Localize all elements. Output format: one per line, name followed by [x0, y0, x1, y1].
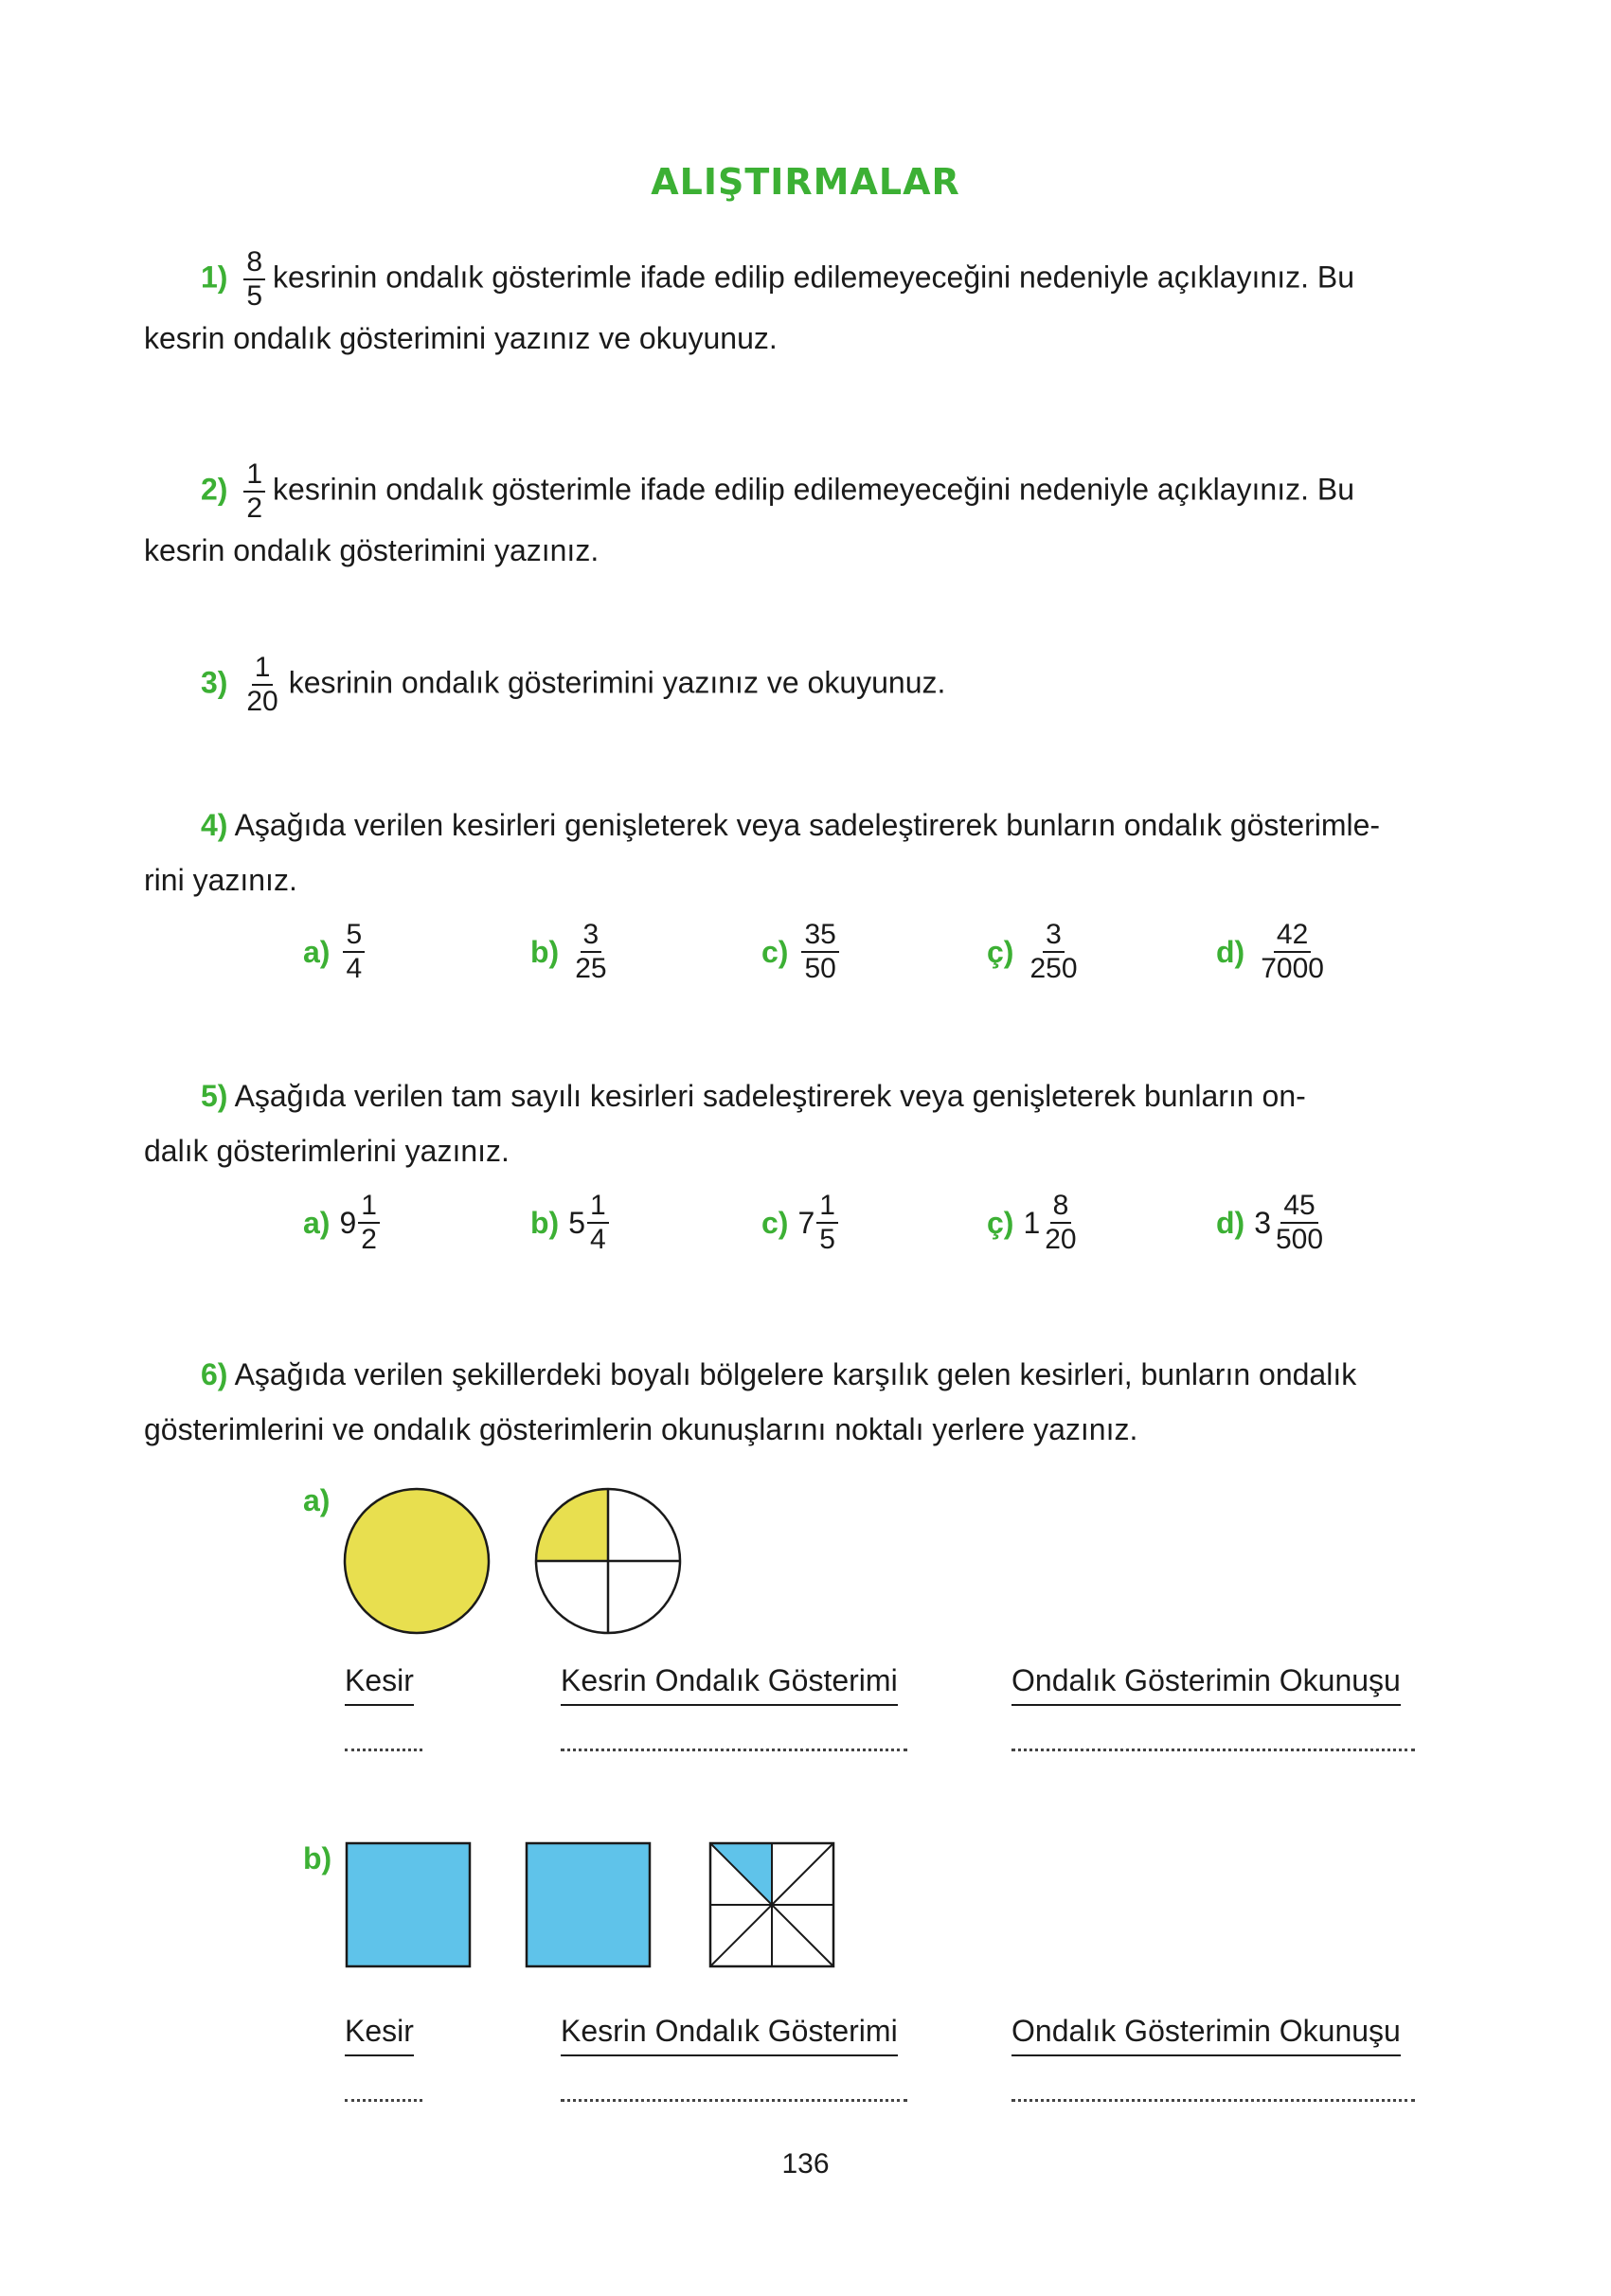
fraction-numerator: 8	[1050, 1192, 1072, 1224]
answer-line-ondalik[interactable]	[561, 1749, 907, 1751]
question-5-item-c-cedilla	[987, 1192, 1087, 1254]
question-4-line1: Aşağıda verilen kesirleri genişleterek veya sadeleştirerek bunların ondalık gösterimle-	[234, 808, 1381, 842]
part-b-header-okunus: Ondalık Gösterimin Okunuşu	[1011, 2014, 1401, 2056]
circle-quarter-shaded	[532, 1485, 684, 1637]
question-4-item-a	[303, 921, 372, 983]
item-label: c)	[761, 934, 789, 969]
page-title: ALIŞTIRMALAR	[651, 161, 960, 203]
question-2	[144, 458, 1432, 578]
fraction-denominator: 4	[590, 1224, 606, 1255]
fraction-denominator: 500	[1276, 1224, 1324, 1255]
question-1-fraction	[243, 248, 265, 311]
fraction-numerator: 1	[358, 1192, 380, 1224]
question-6-line2: gösterimlerini ve ondalık gösterimlerin okunuşlarını noktalı yerlere yazınız.	[144, 1412, 1138, 1446]
question-4-line2: rini yazınız.	[144, 863, 297, 897]
question-5-item-a	[303, 1192, 387, 1254]
item-label: b)	[530, 934, 560, 969]
question-2-line2: kesrin ondalık gösterimini yazınız.	[144, 533, 600, 567]
question-4-item-c-cedilla	[987, 921, 1088, 983]
question-5-item-b	[530, 1192, 617, 1254]
question-3	[201, 654, 1432, 716]
fraction-denominator: 7000	[1261, 953, 1324, 984]
question-1	[144, 246, 1432, 366]
part-a-header-okunus: Ondalık Gösterimin Okunuşu	[1011, 1663, 1401, 1706]
question-5-number: 5)	[201, 1079, 228, 1113]
item-label: b)	[530, 1205, 560, 1240]
question-5-line1: Aşağıda verilen tam sayılı kesirleri sadeleştirerek veya genişleterek bunların on-	[234, 1079, 1306, 1113]
question-4	[144, 798, 1432, 907]
item-label: ç)	[987, 1205, 1014, 1240]
item-label: a)	[303, 1205, 331, 1240]
fraction-denominator: 5	[246, 280, 263, 312]
part-b-header-ondalik: Kesrin Ondalık Gösterimi	[561, 2014, 898, 2056]
question-2-fraction	[243, 460, 265, 523]
fraction-denominator: 20	[246, 686, 278, 717]
answer-line-ondalik[interactable]	[561, 2099, 907, 2102]
question-6	[144, 1347, 1432, 1457]
fraction-denominator: 25	[575, 953, 607, 984]
question-5-item-d	[1216, 1192, 1334, 1254]
square-eighth-shaded	[708, 1841, 837, 1970]
question-5-line2: dalık gösterimlerini yazınız.	[144, 1134, 510, 1168]
question-3-fraction	[243, 654, 280, 716]
question-5-item-c	[761, 1192, 846, 1254]
answer-line-okunus[interactable]	[1011, 1749, 1415, 1751]
part-a-label: a)	[303, 1483, 331, 1517]
question-2-number: 2)	[201, 472, 228, 507]
answer-line-kesir[interactable]	[345, 1749, 422, 1751]
square-whole-shaded-2	[525, 1841, 653, 1970]
question-2-line1: kesrinin ondalık gösterimle ifade edilip edilemeyeceğini nedeniyle açıklayınız. Bu	[273, 472, 1354, 507]
fraction-denominator: 2	[361, 1224, 377, 1255]
mixed-whole: 1	[1023, 1205, 1041, 1240]
part-b-label: b)	[303, 1841, 332, 1875]
circle-whole-shaded	[341, 1485, 492, 1637]
question-4-item-d	[1216, 921, 1334, 983]
mixed-whole: 5	[568, 1205, 585, 1240]
item-label: ç)	[987, 934, 1014, 969]
fraction-denominator: 50	[804, 953, 836, 984]
fraction-numerator: 3	[581, 921, 602, 953]
fraction-denominator: 250	[1029, 953, 1078, 984]
question-5	[144, 1068, 1432, 1178]
item-label: c)	[761, 1205, 789, 1240]
answer-line-okunus[interactable]	[1011, 2099, 1415, 2102]
part-a-header-kesir: Kesir	[345, 1663, 414, 1706]
item-label: a)	[303, 934, 331, 969]
answer-line-kesir[interactable]	[345, 2099, 422, 2102]
page-number: 136	[781, 2148, 830, 2179]
item-label: d)	[1216, 934, 1245, 969]
fraction-numerator: 1	[587, 1192, 609, 1224]
part-b-header-kesir: Kesir	[345, 2014, 414, 2056]
fraction-denominator: 5	[819, 1224, 835, 1255]
mixed-whole: 7	[797, 1205, 815, 1240]
fraction-denominator: 20	[1045, 1224, 1077, 1255]
question-1-line2: kesrin ondalık gösterimini yazınız ve okuyunuz.	[144, 321, 778, 355]
fraction-numerator: 1	[816, 1192, 838, 1224]
part-a-header-ondalik: Kesrin Ondalık Gösterimi	[561, 1663, 898, 1706]
item-label: d)	[1216, 1205, 1245, 1240]
fraction-denominator: 2	[246, 493, 263, 524]
fraction-numerator: 8	[243, 248, 265, 280]
fraction-numerator: 3	[1043, 921, 1065, 953]
mixed-whole: 3	[1254, 1205, 1271, 1240]
fraction-denominator: 4	[346, 953, 363, 984]
question-4-item-c	[761, 921, 847, 983]
fraction-numerator: 1	[252, 654, 274, 686]
fraction-numerator: 5	[343, 921, 365, 953]
fraction-numerator: 42	[1274, 921, 1311, 953]
fraction-numerator: 45	[1280, 1192, 1317, 1224]
fraction-numerator: 35	[801, 921, 838, 953]
fraction-numerator: 1	[243, 460, 265, 493]
question-4-item-b	[530, 921, 618, 983]
question-4-number: 4)	[201, 808, 228, 842]
square-whole-shaded-1	[345, 1841, 474, 1970]
question-3-text: kesrinin ondalık gösterimini yazınız ve okuyunuz.	[288, 665, 946, 700]
question-6-line1: Aşağıda verilen şekillerdeki boyalı bölgelere karşılık gelen kesirleri, bunların ondalık	[234, 1357, 1357, 1391]
mixed-whole: 9	[339, 1205, 357, 1240]
question-6-number: 6)	[201, 1357, 228, 1391]
question-1-line1: kesrinin ondalık gösterimle ifade edilip edilemeyeceğini nedeniyle açıklayınız. Bu	[273, 260, 1354, 295]
question-3-number: 3)	[201, 665, 228, 700]
question-1-number: 1)	[201, 260, 228, 295]
